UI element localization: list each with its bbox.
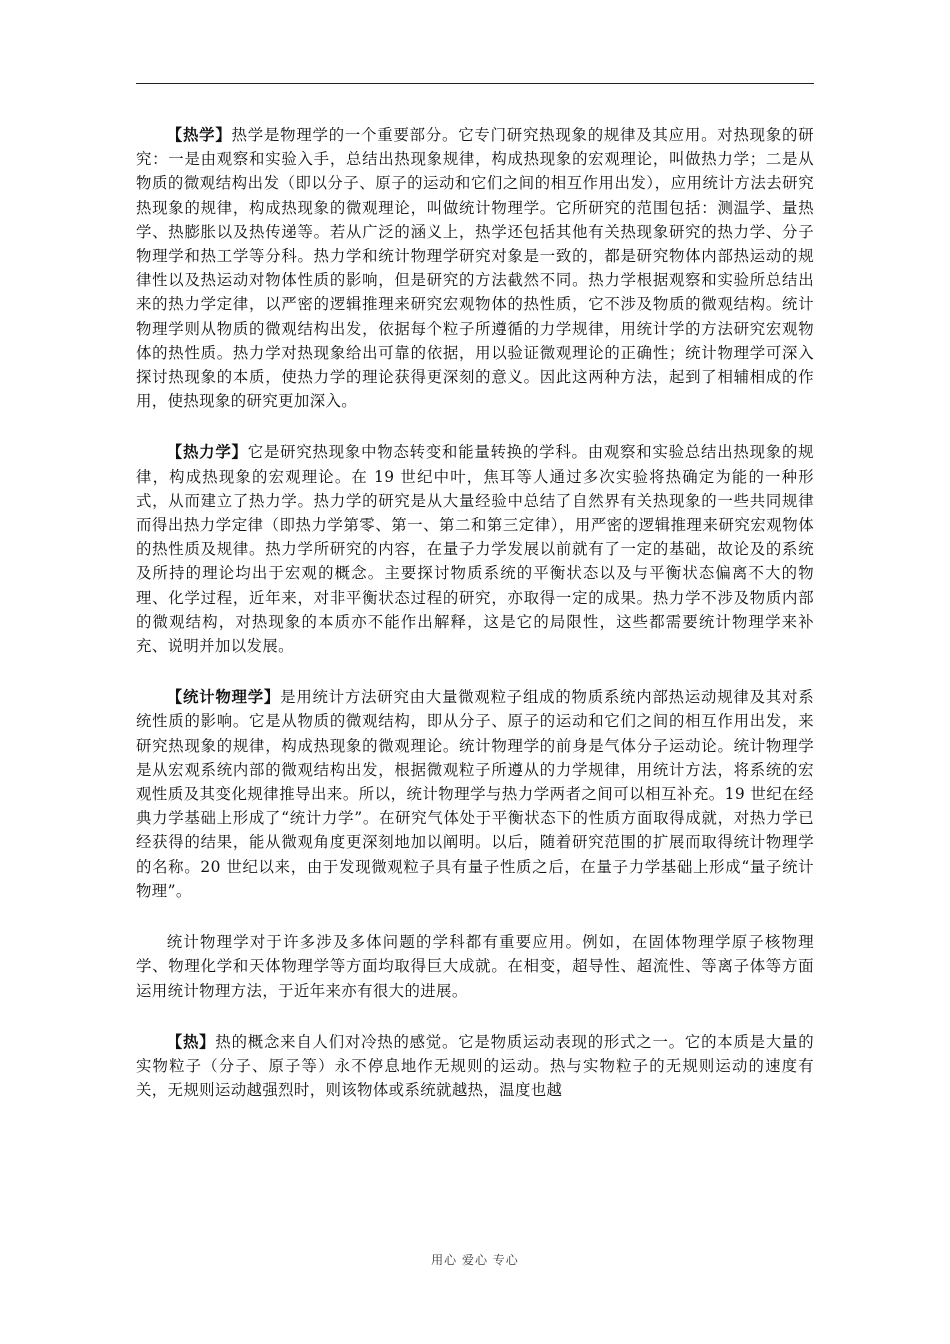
header-rule [136, 83, 814, 84]
paragraph-thermology [136, 123, 814, 413]
document-body [136, 123, 814, 1129]
paragraph-text: 热的概念来自人们对冷热的感觉。它是物质运动表现的形式之一。它的本质是大量的实物粒子（分子、原子等）永不停息地作无规则的运动。热与实物粒子的无规则运动的速度有关，无规则运动越强烈时，则该物体或系统就越热，温度也越 [136, 1032, 814, 1100]
paragraph-text: 统计物理学对于许多涉及多体问题的学科都有重要应用。例如，在固体物理学原子核物理学、物理化学和天体物理学等方面均取得巨大成就。在相变，超导性、超流性、等离子体等方面运用统计物理方法，于近年来亦有很大的进展。 [136, 933, 814, 1000]
paragraph-statistical-physics [136, 685, 814, 903]
paragraph-thermodynamics [136, 440, 814, 658]
page-footer: 用心 爱心 专心 [431, 1253, 519, 1267]
term-heading: 【热力学】 [166, 443, 248, 462]
paragraph-applications [136, 930, 814, 1003]
term-heading: 【热】 [166, 1032, 216, 1051]
paragraph-text: 是用统计方法研究由大量微观粒子组成的物质系统内部热运动规律及其对系统性质的影响。它是从物质的微观结构，即从分子、原子的运动和它们之间的相互作用出发，来研究热现象的规律，构成热现象的微观理论。统计物理学的前身是气体分子运动论。统计物理学是从宏观系统内部的微观结构出发，根据微观粒子所遵从的力学规律，用统计方法，将系统的宏观性质及其变化规律推导出来。所以，统计物理学与热力学两者之间可以相互补充。19 世纪在经典力学基础上形成了“统计力学”。在研究气体处于平衡状态下的性质方面取得成就，对热力学已经获得的结果，能从微观角度更深刻地加以阐明。以后，随着研究范围的扩展而取得统计物理学的名称。20 世纪以来，由于发现微观粒子具有量子性质之后，在量子力学基础上形成“量子统计物理”。 [136, 688, 814, 900]
term-heading: 【统计物理学】 [166, 688, 281, 707]
paragraph-heat [136, 1030, 814, 1103]
paragraph-text: 它是研究热现象中物态转变和能量转换的学科。由观察和实验总结出热现象的规律，构成热现象的宏观理论。在 19 世纪中叶，焦耳等人通过多次实验将热确定为能的一种形式，从而建立了热力学。热力学的研究是从大量经验中总结了自然界有关热现象的一些共同规律而得出热力学定律（即热力学第零、第一、第二和第三定律），用严密的逻辑推理来研究宏观物体的热性质及规律。热力学所研究的内容，在量子力学发展以前就有了一定的基础，故论及的系统及所持的理论均出于宏观的概念。主要探讨物质系统的平衡状态以及与平衡状态偏离不大的物理、化学过程，近年来，对非平衡状态过程的研究，亦取得一定的成果。热力学不涉及物质内部的微观结构，对热现象的本质亦不能作出解释，这是它的局限性，这些都需要统计物理学来补充、说明并加以发展。 [136, 443, 814, 656]
term-heading: 【热学】 [166, 126, 232, 144]
paragraph-text: 热学是物理学的一个重要部分。它专门研究热现象的规律及其应用。对热现象的研究：一是由观察和实验入手，总结出热现象规律，构成热现象的宏观理论，叫做热力学；二是从物质的微观结构出发（即以分子、原子的运动和它们之间的相互作用出发），应用统计方法去研究热现象的规律，构成热现象的微观理论，叫做统计物理学。它所研究的范围包括：测温学、量热学、热膨胀以及热传递等。若从广泛的涵义上，热学还包括其他有关热现象研究的热力学、分子物理学和热工学等分科。热力学和统计物理学研究对象是一致的，都是研究物体内部热运动的规律性以及热运动对物体性质的影响，但是研究的方法截然不同。热力学根据观察和实验所总结出来的热力学定律，以严密的逻辑推理来研究宏观物体的热性质，它不涉及物质的微观结构。统计物理学则从物质的微观结构出发，依据每个粒子所遵循的力学规律，用统计学的方法研究宏观物体的热性质。热力学对热现象给出可靠的依据，用以验证微观理论的正确性；统计物理学可深入探讨热现象的本质，使热力学的理论获得更深刻的意义。因此这两种方法，起到了相辅相成的作用，使热现象的研究更加深入。 [136, 126, 814, 411]
